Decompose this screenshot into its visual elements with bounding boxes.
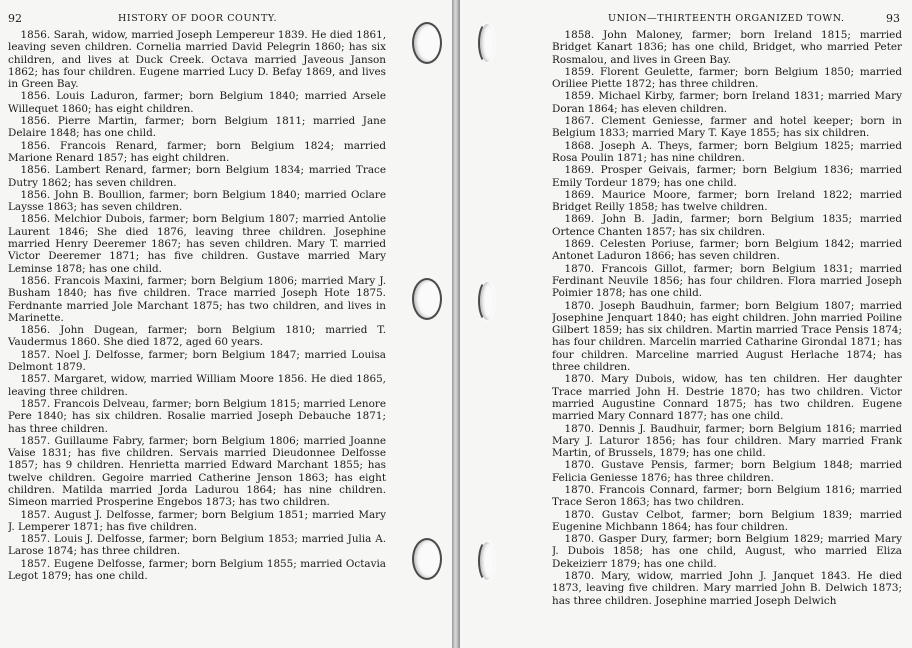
entry: 1857. Guillaume Fabry, farmer; born Belgium 1806; married Joanne Vaise 1831; has five children. Servais married Dieudonnee Delfosse 1857; has 9 children. Henrietta married Edward Marchant 1855; has twelve children. Gegoire married Catherine Jenson 1863; has eight children. Matilda married Jorda Ladurou 1864; has nine children. Simeon married Prosperine Engebos 1873; has two children. xyxy=(8,434,386,509)
entry: 1857. August J. Delfosse, farmer; born Belgium 1851; married Mary J. Lemperer 1871; has five children. xyxy=(8,508,386,533)
entry: 1857. Noel J. Delfosse, farmer; born Belgium 1847; married Louisa Delmont 1879. xyxy=(8,348,386,374)
entry: 1859. Florent Geulette, farmer; born Belgium 1850; married Oriliee Piette 1872; has three children. xyxy=(552,65,902,91)
binder-hole xyxy=(412,278,442,320)
right-page-header xyxy=(460,12,912,28)
entry: 1868. Joseph A. Theys, farmer; born Belgium 1825; married Rosa Poulin 1871; has nine children. xyxy=(552,139,902,164)
entry: 1869. Celesten Poriuse, farmer; born Belgium 1842; married Antonet Laduron 1866; has seven children. xyxy=(552,238,902,263)
entry: 1870. Gasper Dury, farmer; born Belgium 1829; married Mary J. Dubois 1858; has one child, August, who married Eliza Dekeizierr 1879; has one child. xyxy=(552,533,902,570)
entry: 1869. John B. Jadin, farmer; born Belgium 1835; married Ortence Chanten 1857; has six children. xyxy=(552,213,902,238)
left-page-header xyxy=(0,12,452,28)
binder-hole xyxy=(478,22,496,64)
entry: 1869. Maurice Moore, farmer; born Ireland 1822; married Bridget Reilly 1858; has twelve children. xyxy=(552,188,902,214)
entry: 1867. Clement Geniesse, farmer and hotel keeper; born in Belgium 1833; married Mary T. Kaye 1855; has six children. xyxy=(552,115,902,140)
entry: 1870. Mary Dubois, widow, has ten children. Her daughter Trace married John H. Destrie 1870; has two children. Victor married Augustine Connard 1875; has two children. Eugene married Mary Connard 1877; has one child. xyxy=(552,373,902,423)
entry: 1870. Francois Gillot, farmer; born Belgium 1831; married Ferdinant Neuvile 1856; has four children. Flora married Joseph Poimier 1878; has one child. xyxy=(552,262,902,300)
entry: 1856. Melchior Dubois, farmer; born Belgium 1807; married Antolie Laurent 1846; She died 1876, leaving three children. Josephine married Henry Deeremer 1867; has seven children. Mary T. married Victor Deeremer 1871; has five children. Gustave married Mary Leminse 1878; has one child. xyxy=(8,213,386,275)
entry: 1857. Louis J. Delfosse, farmer; born Belgium 1853; married Julia A. Larose 1874; has three children. xyxy=(8,533,386,558)
binder-hole xyxy=(478,280,496,322)
entry: 1857. Margaret, widow, married William Moore 1856. He died 1865, leaving three children. xyxy=(8,373,386,398)
entry: 1870. Gustave Pensis, farmer; born Belgium 1848; married Felicia Geniesse 1876; has three children. xyxy=(552,459,902,484)
entry: 1856. Louis Laduron, farmer; born Belgium 1840; married Arsele Willequet 1860; has eight children. xyxy=(8,90,386,115)
book-gutter xyxy=(452,0,460,648)
entry: 1856. Francois Maxini, farmer; born Belgium 1806; married Mary J. Busham 1840; has five children. Trace married Joseph Hote 1875. Ferdnante married Jole Marchant 1875; has two children, and lives in Marinette. xyxy=(8,274,386,324)
entry: 1870. Francois Connard, farmer; born Belgium 1816; married Trace Seron 1863; has two children. xyxy=(552,483,902,509)
entry: 1870. Joseph Baudhuin, farmer; born Belgium 1807; married Josephine Jenquart 1840; has eight children. John married Poiline Gilbert 1859; has six children. Martin married Trace Pensis 1874; has four children. Marcelin married Catharine Girondal 1871; has four children. Marceline married August Herlache 1874; has three children. xyxy=(552,299,902,374)
page-number: 93 xyxy=(886,12,900,25)
entry: 1856. Sarah, widow, married Joseph Lempereur 1839. He died 1861, leaving seven children. Cornelia married David Pelegrin 1860; has six children, and lives at Duck Creek. Octava married Javeous Janson 1862; has four children. Eugene married Lucy D. Befay 1869, and lives in Green Bay. xyxy=(8,29,386,91)
entry: 1869. Prosper Geivais, farmer; born Belgium 1836; married Emily Tordeur 1879; has one child. xyxy=(552,164,902,189)
binder-hole xyxy=(412,22,442,64)
entry: 1856. Lambert Renard, farmer; born Belgium 1834; married Trace Dutry 1862; has seven children. xyxy=(8,164,386,189)
entry: 1859. Michael Kirby, farmer; born Ireland 1831; married Mary Doran 1864; has eleven children. xyxy=(552,90,902,115)
entry: 1870. Dennis J. Baudhuir, farmer; born Belgium 1816; married Mary J. Laturor 1856; has four children. Mary married Frank Martin, of Brussels, 1879; has one child. xyxy=(552,422,902,460)
running-header: UNION—THIRTEENTH ORGANIZED TOWN. xyxy=(608,13,845,24)
entry: 1858. John Maloney, farmer; born Ireland 1815; married Bridget Kanart 1836; has one child, Bridget, who married Peter Rosmalou, and lives in Green Bay. xyxy=(552,29,902,66)
entry: 1856. Pierre Martin, farmer; born Belgium 1811; married Jane Delaire 1848; has one child. xyxy=(8,115,386,140)
entry: 1870. Mary, widow, married John J. Janquet 1843. He died 1873, leaving five children. Mary married John B. Delwich 1873; has three children. Josephine married Joseph Delwich xyxy=(552,570,902,607)
right-text-column xyxy=(552,29,902,642)
left-page xyxy=(0,0,452,648)
entry: 1856. John Dugean, farmer; born Belgium 1810; married T. Vaudermus 1860. She died 1872, aged 60 years. xyxy=(8,324,386,349)
left-text-column xyxy=(8,29,386,642)
binder-hole xyxy=(478,540,496,582)
entry: 1856. John B. Boullion, farmer; born Belgium 1840; married Oclare Laysse 1863; has seven children. xyxy=(8,188,386,214)
right-page xyxy=(460,0,912,648)
entry: 1870. Gustav Celbot, farmer; born Belgium 1839; married Eugenine Michbann 1864; has four children. xyxy=(552,508,902,533)
entry: 1857. Francois Delveau, farmer; born Belgium 1815; married Lenore Pere 1840; has six children. Rosalie married Joseph Debauche 1871; has three children. xyxy=(8,397,386,435)
page-number: 92 xyxy=(8,12,22,25)
running-header: HISTORY OF DOOR COUNTY. xyxy=(118,13,278,24)
entry: 1857. Eugene Delfosse, farmer; born Belgium 1855; married Octavia Legot 1879; has one child. xyxy=(8,557,386,583)
entry: 1856. Francois Renard, farmer; born Belgium 1824; married Marione Renard 1857; has eight children. xyxy=(8,139,386,164)
binder-hole xyxy=(412,538,442,580)
